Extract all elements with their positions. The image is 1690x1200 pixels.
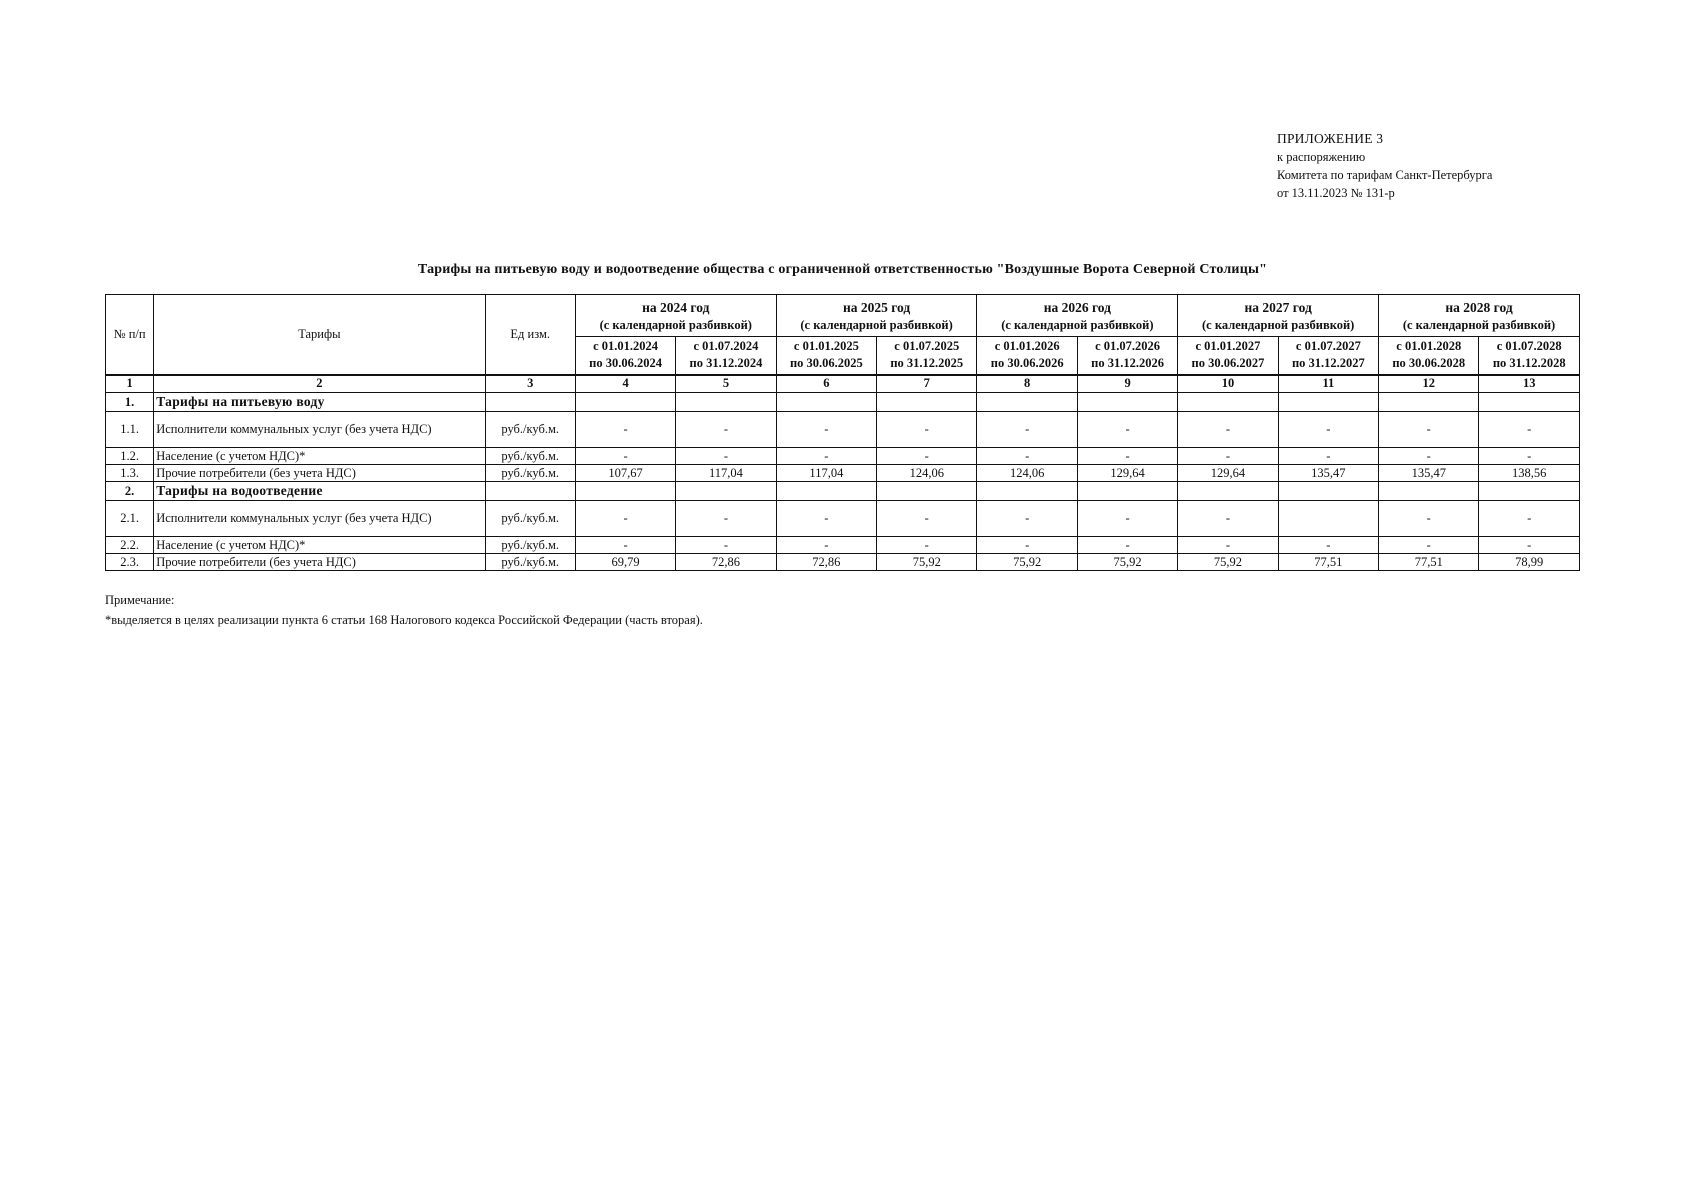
row-value: - [676, 412, 776, 448]
row-unit: руб./куб.м. [485, 448, 575, 465]
year-note: (с календарной разбивкой) [599, 317, 752, 332]
row-value [1278, 501, 1378, 537]
section-row [106, 393, 1580, 412]
row-value: - [575, 501, 675, 537]
row-value: - [575, 537, 675, 554]
header-period [1178, 337, 1278, 375]
empty-cell [776, 393, 876, 412]
row-value: 75,92 [1178, 554, 1278, 571]
column-number: 8 [977, 375, 1077, 393]
period-from: с 01.01.2026 [994, 339, 1060, 354]
column-number: 10 [1178, 375, 1278, 393]
table-row [106, 554, 1580, 571]
appendix-line-2: Комитета по тарифам Санкт-Петербурга [1277, 168, 1493, 182]
year-note: (с календарной разбивкой) [1402, 317, 1556, 332]
year-note: (с календарной разбивкой) [1001, 317, 1154, 332]
row-number: 1.2. [106, 448, 154, 465]
empty-cell [877, 482, 977, 501]
row-value: - [776, 448, 876, 465]
column-number: 12 [1379, 375, 1479, 393]
row-value: 129,64 [1077, 465, 1177, 482]
column-numbers-row [106, 375, 1580, 393]
empty-cell [1479, 393, 1580, 412]
row-value: - [1077, 448, 1177, 465]
row-value: - [977, 501, 1077, 537]
row-value: 75,92 [977, 554, 1077, 571]
year-title: на 2027 год [1244, 299, 1312, 315]
row-value: - [1479, 537, 1580, 554]
empty-cell [676, 482, 776, 501]
row-value: - [1379, 501, 1479, 537]
header-col-unit: Ед изм. [485, 295, 575, 375]
column-number: 11 [1278, 375, 1378, 393]
row-value: 72,86 [776, 554, 876, 571]
column-number: 9 [1077, 375, 1177, 393]
section-title: Тарифы на питьевую воду [154, 393, 485, 412]
row-value: - [1479, 448, 1580, 465]
row-value: - [1379, 412, 1479, 448]
empty-cell [1077, 482, 1177, 501]
notes-label: Примечание: [105, 593, 175, 607]
header-year-2027 [1178, 295, 1379, 337]
row-value: 135,47 [1379, 465, 1479, 482]
column-number: 5 [676, 375, 776, 393]
row-value: 77,51 [1379, 554, 1479, 571]
row-value: - [776, 501, 876, 537]
row-value: 75,92 [1077, 554, 1177, 571]
header-period [676, 337, 776, 375]
row-value: 138,56 [1479, 465, 1580, 482]
row-value: 124,06 [977, 465, 1077, 482]
header-row-years [106, 295, 1580, 337]
row-tariff-name: Население (с учетом НДС)* [154, 537, 485, 554]
period-to: по 30.06.2024 [589, 356, 662, 371]
empty-cell [1077, 393, 1177, 412]
notes [105, 590, 703, 630]
period-from: с 01.07.2024 [693, 339, 759, 354]
row-tariff-name: Прочие потребители (без учета НДС) [154, 554, 485, 571]
table-row [106, 465, 1580, 482]
empty-cell [977, 393, 1077, 412]
row-value: 129,64 [1178, 465, 1278, 482]
appendix-title: ПРИЛОЖЕНИЕ 3 [1277, 131, 1384, 146]
table-row [106, 448, 1580, 465]
row-value: - [776, 412, 876, 448]
row-value: 69,79 [575, 554, 675, 571]
row-value: - [1278, 448, 1378, 465]
period-from: с 01.01.2024 [593, 339, 659, 354]
row-value: - [977, 448, 1077, 465]
row-unit: руб./куб.м. [485, 412, 575, 448]
row-value: - [1479, 412, 1580, 448]
empty-cell [1278, 482, 1378, 501]
header-period [1379, 337, 1479, 375]
header-col-tariff: Тарифы [154, 295, 485, 375]
table-row [106, 412, 1580, 448]
period-from: с 01.07.2027 [1295, 339, 1361, 354]
header-period [1077, 337, 1177, 375]
row-value: - [1178, 412, 1278, 448]
row-number: 1.1. [106, 412, 154, 448]
row-value: - [1278, 537, 1378, 554]
row-value: 107,67 [575, 465, 675, 482]
section-number: 2. [106, 482, 154, 501]
row-value: - [1379, 537, 1479, 554]
row-tariff-name: Население (с учетом НДС)* [154, 448, 485, 465]
period-from: с 01.01.2027 [1195, 339, 1261, 354]
section-number: 1. [106, 393, 154, 412]
row-value: - [575, 412, 675, 448]
row-value: - [977, 537, 1077, 554]
year-title: на 2026 год [1043, 299, 1111, 315]
empty-cell [1379, 393, 1479, 412]
empty-cell [485, 482, 575, 501]
row-tariff-name: Исполнители коммунальных услуг (без учета НДС) [154, 412, 485, 448]
row-value: - [877, 448, 977, 465]
row-value: - [1379, 448, 1479, 465]
year-title: на 2025 год [842, 299, 911, 315]
header-period [877, 337, 977, 375]
period-to: по 30.06.2027 [1191, 356, 1265, 371]
header-year-2024 [575, 295, 776, 337]
row-unit: руб./куб.м. [485, 537, 575, 554]
row-value: - [1479, 501, 1580, 537]
period-to: по 30.06.2026 [990, 356, 1064, 371]
period-to: по 31.12.2026 [1091, 356, 1164, 371]
period-to: по 31.12.2028 [1492, 356, 1566, 371]
period-to: по 31.12.2025 [890, 356, 964, 371]
row-value: 117,04 [776, 465, 876, 482]
period-to: по 31.12.2024 [689, 356, 763, 371]
row-value: - [1077, 501, 1177, 537]
row-value: - [1077, 537, 1177, 554]
period-from: с 01.07.2025 [894, 339, 960, 354]
period-from: с 01.01.2028 [1396, 339, 1462, 354]
row-number: 1.3. [106, 465, 154, 482]
empty-cell [575, 393, 675, 412]
row-value: - [776, 537, 876, 554]
row-value: - [1077, 412, 1177, 448]
notes-text: *выделяется в целях реализации пункта 6 статьи 168 Налогового кодекса Российской Федерации (часть вторая). [105, 613, 703, 627]
row-value: - [676, 537, 776, 554]
row-value: - [877, 501, 977, 537]
empty-cell [575, 482, 675, 501]
row-number: 2.2. [106, 537, 154, 554]
row-value: - [575, 448, 675, 465]
column-number: 1 [106, 375, 154, 393]
column-number: 6 [776, 375, 876, 393]
empty-cell [977, 482, 1077, 501]
row-value: - [877, 537, 977, 554]
appendix-line-1: к распоряжению [1277, 150, 1366, 164]
header-period [977, 337, 1077, 375]
row-value: 117,04 [676, 465, 776, 482]
document-title: Тарифы на питьевую воду и водоотведение общества с ограниченной ответственностью "Воздушные Ворота Северной Столицы" [417, 262, 1268, 277]
empty-cell [1479, 482, 1580, 501]
column-number: 13 [1479, 375, 1580, 393]
period-from: с 01.07.2026 [1095, 339, 1161, 354]
column-number: 4 [575, 375, 675, 393]
header-col-no: № п/п [106, 295, 154, 375]
row-number: 2.1. [106, 501, 154, 537]
row-value: - [1178, 448, 1278, 465]
year-note: (с календарной разбивкой) [1201, 317, 1355, 332]
row-value: - [877, 412, 977, 448]
row-value: 78,99 [1479, 554, 1580, 571]
row-value: 72,86 [676, 554, 776, 571]
table-row [106, 501, 1580, 537]
row-value: 135,47 [1278, 465, 1378, 482]
header-period [1278, 337, 1378, 375]
row-tariff-name: Прочие потребители (без учета НДС) [154, 465, 485, 482]
appendix-line-3: от 13.11.2023 № 131-р [1277, 186, 1395, 200]
year-title: на 2028 год [1445, 299, 1513, 315]
period-from: с 01.01.2025 [793, 339, 859, 354]
empty-cell [676, 393, 776, 412]
empty-cell [1379, 482, 1479, 501]
empty-cell [1178, 393, 1278, 412]
appendix-header [1277, 130, 1637, 202]
year-note: (с календарной разбивкой) [800, 317, 953, 332]
empty-cell [1278, 393, 1378, 412]
year-title: на 2024 год [642, 299, 710, 315]
row-tariff-name: Исполнители коммунальных услуг (без учета НДС) [154, 501, 485, 537]
period-to: по 31.12.2027 [1291, 356, 1365, 371]
section-title: Тарифы на водоотведение [154, 482, 485, 501]
period-to: по 30.06.2028 [1392, 356, 1466, 371]
row-value: 124,06 [877, 465, 977, 482]
period-to: по 30.06.2025 [789, 356, 863, 371]
header-year-2028 [1379, 295, 1580, 337]
row-value: - [1178, 537, 1278, 554]
row-unit: руб./куб.м. [485, 554, 575, 571]
row-unit: руб./куб.м. [485, 501, 575, 537]
table-row [106, 537, 1580, 554]
column-number: 3 [485, 375, 575, 393]
section-row [106, 482, 1580, 501]
header-period [575, 337, 675, 375]
row-value: 75,92 [877, 554, 977, 571]
row-value: - [676, 448, 776, 465]
header-year-2025 [776, 295, 977, 337]
row-value: - [1278, 412, 1378, 448]
header-period [776, 337, 876, 375]
row-unit: руб./куб.м. [485, 465, 575, 482]
header-period [1479, 337, 1580, 375]
empty-cell [877, 393, 977, 412]
empty-cell [1178, 482, 1278, 501]
row-value: 77,51 [1278, 554, 1378, 571]
row-value: - [676, 501, 776, 537]
row-number: 2.3. [106, 554, 154, 571]
row-value: - [977, 412, 1077, 448]
row-value: - [1178, 501, 1278, 537]
tariffs-table [105, 294, 1580, 571]
period-from: с 01.07.2028 [1496, 339, 1562, 354]
empty-cell [776, 482, 876, 501]
column-number: 7 [877, 375, 977, 393]
column-number: 2 [154, 375, 485, 393]
header-year-2026 [977, 295, 1178, 337]
empty-cell [485, 393, 575, 412]
